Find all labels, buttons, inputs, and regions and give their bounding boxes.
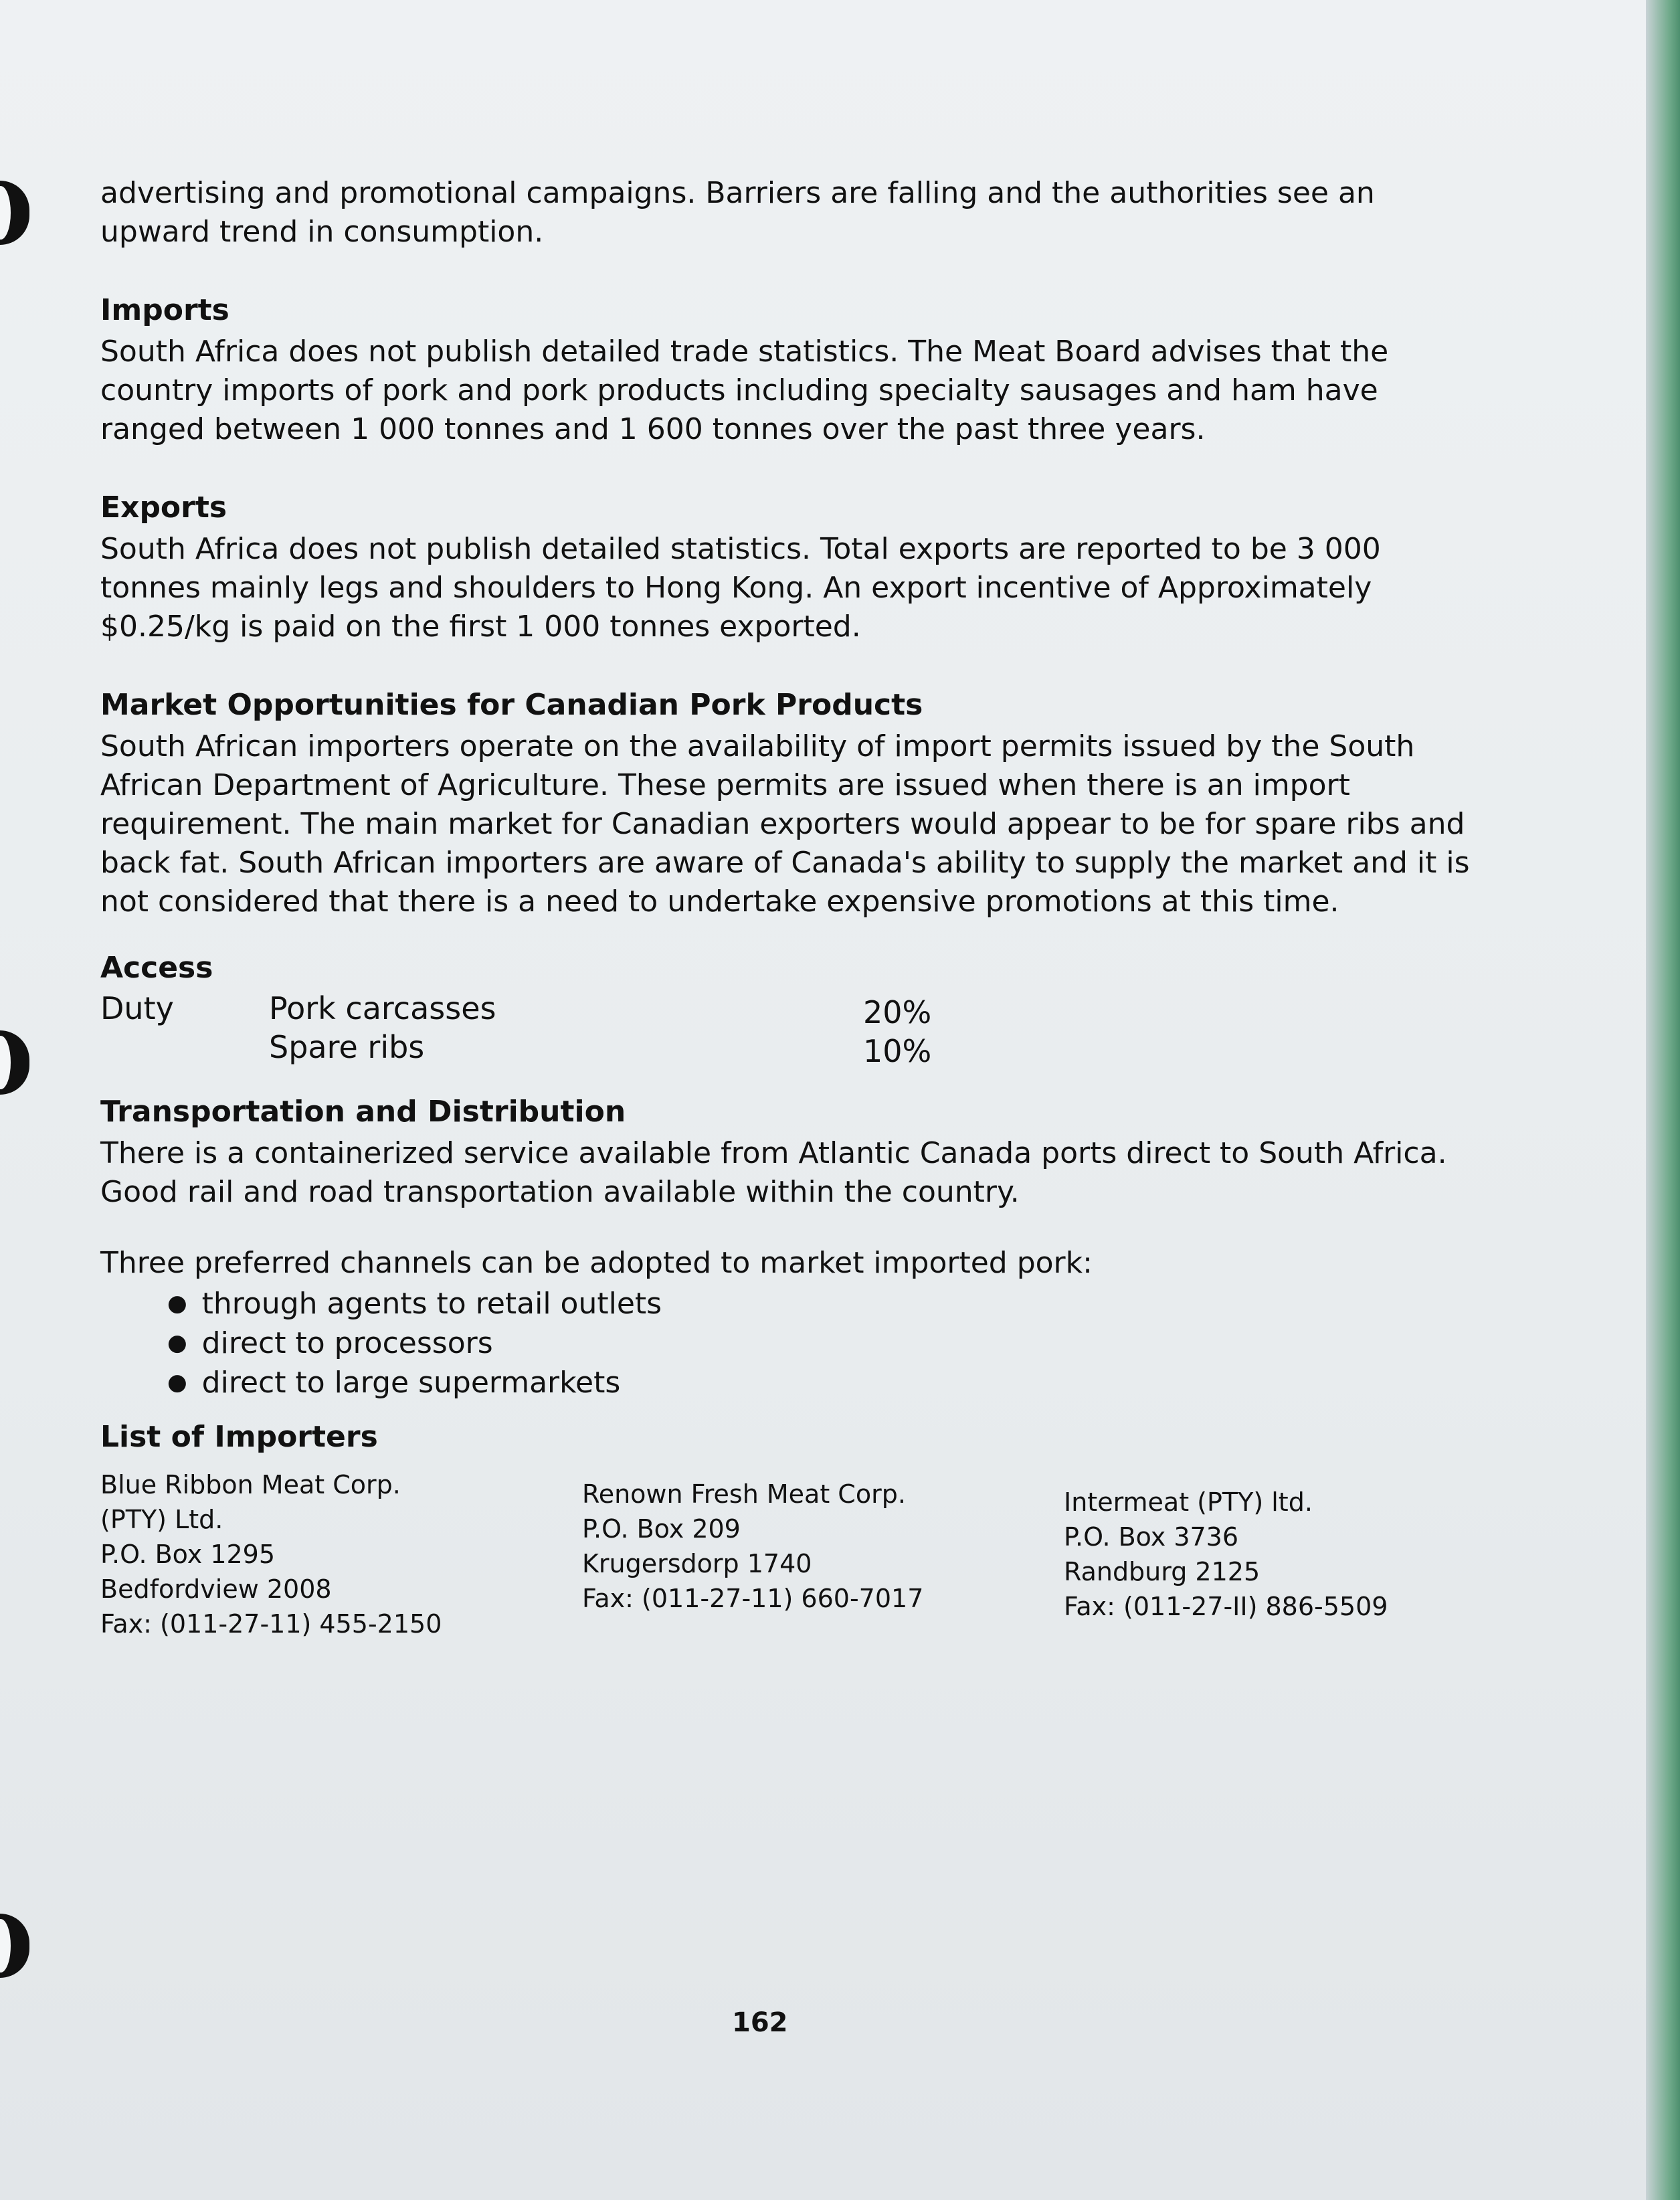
imports-paragraph: South Africa does not publish detailed trade statistics. The Meat Board advises that the country imports of pork and pork products including specialty sausages and ham have ranged between 1 000 tonnes and 1 600 tonnes over the past three years. (100, 335, 1389, 446)
channels-intro: Three preferred channels can be adopted to market imported pork: (100, 1246, 1093, 1280)
binder-hole (0, 1030, 29, 1095)
channels-list (100, 1285, 1479, 1404)
duty-rate: 20% (863, 994, 932, 1030)
exports-heading: Exports (100, 490, 227, 525)
list-item: ● direct to processors (167, 1325, 1479, 1364)
transport-paragraph: There is a containerized service available from Atlantic Canada ports direct to South Africa. Good rail and road transportation available within the country. (100, 1136, 1447, 1209)
imports-heading: Imports (100, 293, 229, 327)
importer-line: Intermeat (PTY) ltd. (1064, 1487, 1313, 1517)
importer-line: Krugersdorp 1740 (582, 1549, 812, 1578)
list-item: ● direct to large supermarkets (167, 1364, 1479, 1404)
transport-heading: Transportation and Distribution (100, 1095, 626, 1129)
opportunities-paragraph: South African importers operate on the availability of import permits issued by the South African Department of Agriculture. These permits are issued when there is an import requirement. The main market for Canadian exporters would appear to be for spare ribs and back fat. South African importers are aware of Canada's ability to supply the market and it is not considered that there is a need to undertake expensive promotions at this time. (100, 729, 1470, 919)
duty-item: Spare ribs (269, 1029, 425, 1065)
importer-entry (1064, 1485, 1388, 1624)
importer-line: Bedfordview 2008 (100, 1574, 332, 1604)
importer-line: P.O. Box 209 (582, 1514, 741, 1544)
duty-item: Pork carcasses (269, 990, 496, 1026)
importer-line: Fax: (011-27-11) 660-7017 (582, 1584, 924, 1613)
importer-line: Randburg 2125 (1064, 1557, 1261, 1586)
intro-paragraph: advertising and promotional campaigns. Barriers are falling and the authorities see an upward trend in consumption. (100, 176, 1375, 249)
importers-list (100, 1467, 1479, 1668)
importers-heading: List of Importers (100, 1420, 378, 1454)
binder-hole (0, 181, 29, 245)
opportunities-heading: Market Opportunities for Canadian Pork Products (100, 688, 923, 722)
duty-rate: 10% (863, 1033, 932, 1069)
page-content (100, 174, 1479, 1668)
exports-paragraph: South Africa does not publish detailed statistics. Total exports are reported to be 3 000 tonnes mainly legs and shoulders to Hong Kong. An export incentive of Approximately $0.25/kg is paid on the first 1 000 tonnes exported. (100, 532, 1381, 644)
importer-line: Fax: (011-27-11) 455-2150 (100, 1609, 442, 1639)
importer-entry (582, 1477, 923, 1616)
binder-edge (1646, 0, 1680, 2200)
list-item: ● through agents to retail outlets (167, 1285, 1479, 1325)
access-duty-table (100, 990, 1479, 1077)
duty-label: Duty (100, 990, 174, 1026)
importer-entry (100, 1467, 442, 1641)
importer-line: Fax: (011-27-II) 886-5509 (1064, 1592, 1388, 1621)
access-heading: Access (100, 951, 213, 985)
importer-line: Blue Ribbon Meat Corp. (100, 1470, 401, 1499)
page-number: 162 (732, 2007, 788, 2038)
importer-line: P.O. Box 1295 (100, 1540, 276, 1569)
binder-hole (0, 1914, 29, 1978)
importer-line: (PTY) Ltd. (100, 1505, 223, 1534)
importer-line: P.O. Box 3736 (1064, 1522, 1239, 1552)
importer-line: Renown Fresh Meat Corp. (582, 1479, 906, 1509)
